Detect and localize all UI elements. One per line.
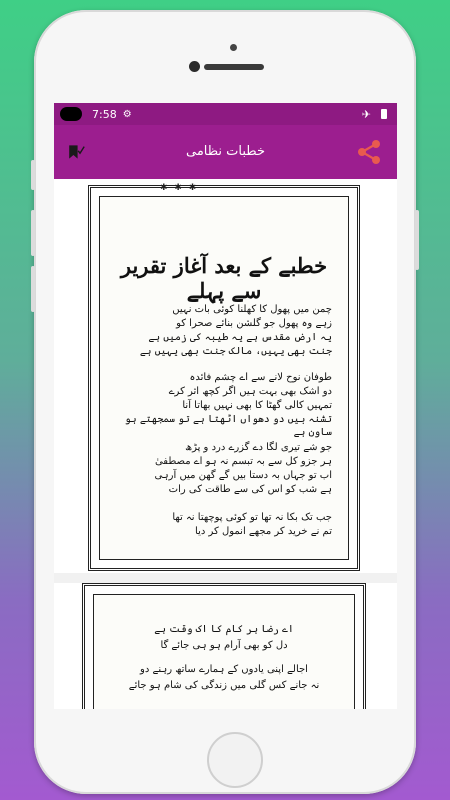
battery-icon [381, 109, 387, 119]
verse-line: تم نے خرید کر مجھے انمول کر دیا [195, 526, 332, 537]
volume-down-button [31, 266, 35, 312]
share-icon[interactable] [355, 138, 383, 166]
power-button [415, 210, 419, 270]
book-page-2 [82, 583, 366, 709]
verse-line: جو شے تیری لگا دے گزرے درد و پڑھ [185, 442, 332, 453]
verse-line: تمہیں کالی گھٹا کا بھی نہیں بھاتا آنا [182, 400, 332, 411]
earpiece-speaker [204, 64, 264, 70]
page-frame [93, 594, 355, 709]
bookmark-check-icon[interactable] [68, 141, 86, 163]
status-bar [54, 103, 397, 125]
airplane-icon: ✈ [361, 107, 371, 121]
verse-line: جب تک بکا نہ تھا تو کوئی پوچھتا نہ تھا [172, 512, 332, 523]
verse-line: دل کو بھی آرام ہو ہی جائے گا [160, 640, 288, 651]
proximity-sensor [230, 44, 237, 51]
verse-line: یہ ارض مقدس ہے یہ طیبہ کی زمیں ہے [148, 332, 332, 343]
book-page-1 [88, 185, 360, 571]
app-screen [54, 103, 397, 709]
verse-line: اجالے اپنی یادوں کے ہمارے ساتھ رہنے دو [140, 664, 308, 675]
verse-line: ہے شب کو اس کی سے طاقت کی رات [168, 484, 332, 495]
front-camera [189, 61, 200, 72]
page-frame [99, 183, 349, 560]
home-button[interactable] [207, 732, 263, 788]
camera-cutout [60, 107, 82, 121]
app-title: خطبات نظامی [186, 144, 265, 159]
page-divider [54, 573, 397, 583]
volume-up-button [31, 210, 35, 256]
verse-line: طوفان نوح لانے سے اے چشم فائدہ [189, 372, 332, 383]
book-page-viewer[interactable] [54, 179, 397, 709]
verse-line: دو اشک بھی بہت ہیں اگر کچھ اثر کرے [168, 386, 332, 397]
mute-switch [31, 160, 35, 190]
page-heading: خطبے کے بعد آغاز تقریر سے پہلے [120, 253, 328, 303]
verse-line: نہ جانے کس گلی میں زندگی کی شام ہو جائے [128, 680, 320, 691]
verse-line: تشنہ بیں دو دھواں اٹھتا ہے تو سمجھتے ہو ساون ہے [124, 414, 332, 438]
app-bar [54, 125, 397, 179]
verse-line: جنت بھی یہیں، مالک جنت بھی یہیں ہے [139, 346, 332, 357]
verse-line: ہر جزو کل سے بہ تبسم نہ ہو اے مصطفیٰ [154, 456, 332, 467]
verse-line: زہے وہ پھول جو گلشن بنائے صحرا کو [176, 318, 332, 329]
verse-line: چمن میں پھول کا کھلنا کوئی بات نہیں [172, 304, 332, 315]
verse-line: اے رضا ہر کام کا اک وقت ہے [154, 624, 294, 635]
gear-icon: ⚙ [122, 108, 132, 120]
status-time: 7:58 [92, 107, 117, 121]
ornament-top: ✱ ✱ ✱ [160, 183, 199, 193]
verse-line: اب تو جہاں بہ دستا بیں گے گھن میں آرہی [154, 470, 332, 481]
